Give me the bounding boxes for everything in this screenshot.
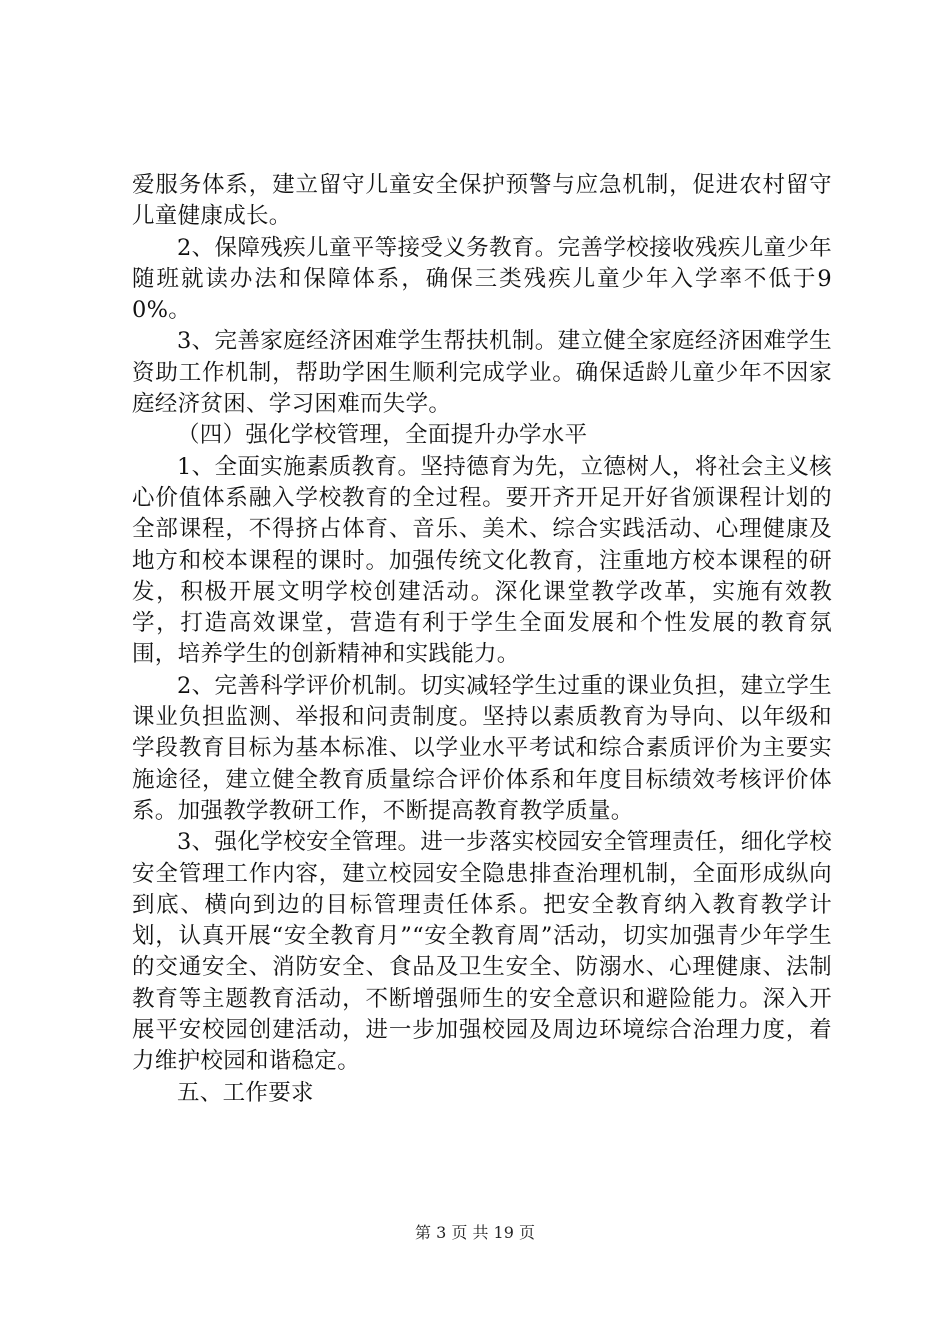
section-heading-school-management: （四）强化学校管理，全面提升办学水平: [177, 422, 588, 449]
paragraph-safety-management: 3、强化学校安全管理。进一步落实校园安全管理责任，细化学校安全管理工作内容，建立校园安全隐患排查治理机制，全面形成纵向到底、横向到边的目标管理责任体系。把安全教育纳入教育教学计划，认真开展“安全教育月”“安全教育周”活动，切实加强青少年学生的交通安全、消防安全、食品及卫生安全、防溺水、心理健康、法制教育等主题教育活动，不断增强师生的安全意识和避险能力。深入开展平安校园创建活动，进一步加强校园及周边环境综合治理力度，着力维护校园和谐稳定。: [132, 829, 832, 1075]
section-heading-work-requirements: 五、工作要求: [177, 1079, 314, 1106]
paragraph-financial-aid: 3、完善家庭经济困难学生帮扶机制。建立健全家庭经济困难学生资助工作机制，帮助学困生顺利完成学业。确保适龄儿童少年不因家庭经济贫困、学习困难而失学。: [132, 328, 832, 418]
page-number-footer: 第 3 页 共 19 页: [415, 1223, 535, 1242]
paragraph-quality-education: 1、全面实施素质教育。坚持德育为先，立德树人，将社会主义核心价值体系融入学校教育的全过程。要开齐开足开好省颁课程计划的全部课程，不得挤占体育、音乐、美术、综合实践活动、心理健康及地方和校本课程的课时。加强传统文化教育，注重地方校本课程的研发，积极开展文明学校创建活动。深化课堂教学改革，实施有效教学，打造高效课堂，营造有利于学生全面发展和个性发展的教育氛围，培养学生的创新精神和实践能力。: [132, 453, 832, 668]
paragraph-evaluation-mechanism: 2、完善科学评价机制。切实减轻学生过重的课业负担，建立学生课业负担监测、举报和问责制度。坚持以素质教育为导向、以年级和学段教育目标为基本标准、以学业水平考试和综合素质评价为主要实施途径，建立健全教育质量综合评价体系和年度目标绩效考核评价体系。加强教学教研工作，不断提高教育教学质量。: [132, 672, 832, 824]
document-body: [132, 170, 832, 1109]
paragraph-disabled-children: 2、保障残疾儿童平等接受义务教育。完善学校接收残疾儿童少年随班就读办法和保障体系，确保三类残疾儿童少年入学率不低于90%。: [132, 234, 832, 324]
paragraph-continuation: 爱服务体系，建立留守儿童安全保护预警与应急机制，促进农村留守儿童健康成长。: [132, 172, 832, 230]
